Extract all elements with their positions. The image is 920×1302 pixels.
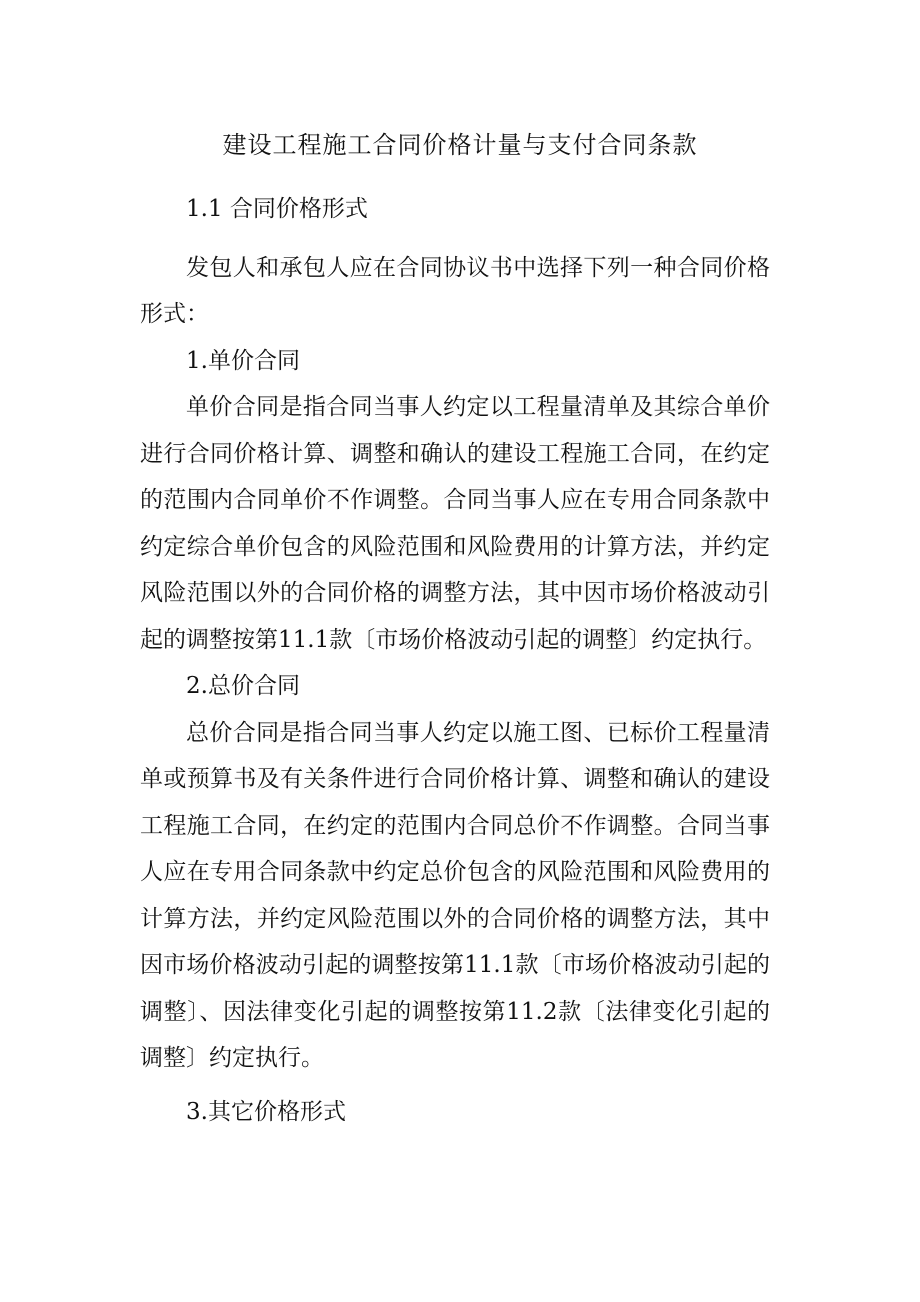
document-title: 建设工程施工合同价格计量与支付合同条款 xyxy=(222,131,698,159)
item1-paragraph: 单价合同是指合同当事人约定以工程量清单及其综合单价进行合同价格计算、调整和确认的建设工程施工合同，在约定的范围内合同单价不作调整。合同当事人应在专用合同条款中约定综合单价包含的风险范围和风险费用的计算方法，并约定风险范围以外的合同价格的调整方法，其中因市场价格波动引起的调整按第11.1款〔市场价格波动引起的调整〕约定执行。 xyxy=(140,394,770,653)
section-heading-1-1: 1.1 合同价格形式 xyxy=(186,196,368,222)
item2-paragraph: 总价合同是指合同当事人约定以施工图、已标价工程量清单或预算书及有关条件进行合同价格计算、调整和确认的建设工程施工合同，在约定的范围内合同总价不作调整。合同当事人应在专用合同条款中约定总价包含的风险范围和风险费用的计算方法，并约定风险范围以外的合同价格的调整方法，其中因市场价格波动引起的调整按第11.1款〔市场价格波动引起的调整〕、因法律变化引起的调整按第11.2款〔法律变化引起的调整〕约定执行。 xyxy=(140,719,770,1071)
item2-heading: 2.总价合同 xyxy=(186,673,300,699)
document-body xyxy=(140,186,770,1135)
item1-heading: 1.单价合同 xyxy=(186,347,300,374)
intro-paragraph: 发包人和承包人应在合同协议书中选择下列一种合同价格形式： xyxy=(140,254,770,327)
item3-heading: 3.其它价格形式 xyxy=(186,1098,346,1125)
